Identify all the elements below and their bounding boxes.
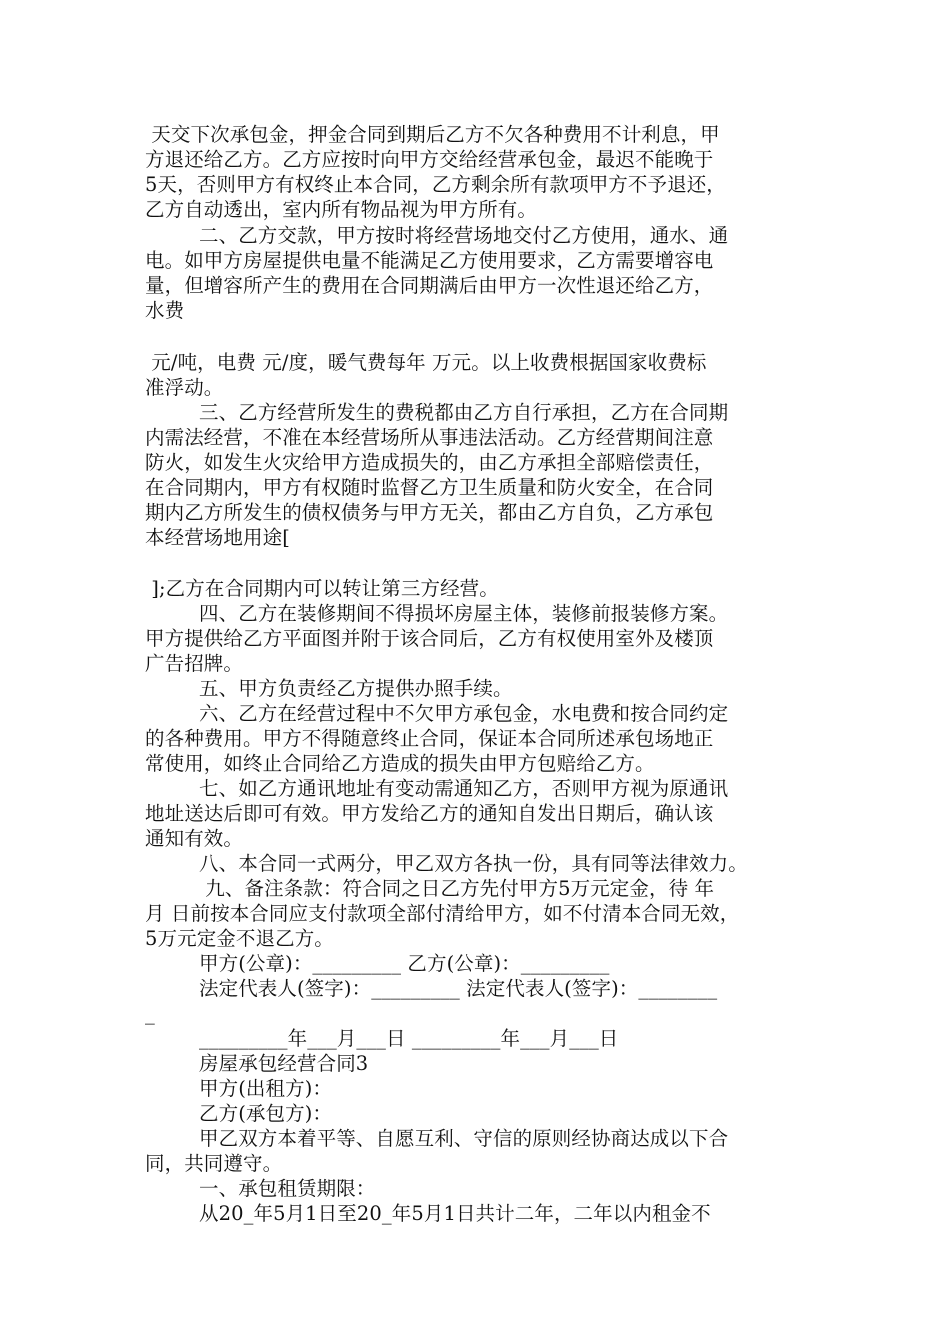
text-line: 元/吨，电费 元/度，暖气费每年 万元。以上收费根据国家收费标	[145, 351, 707, 374]
paragraph-start: 七、如乙方通讯地址有变动需通知乙方，否则甲方视为原通讯	[199, 777, 729, 800]
text-line: 内需法经营，不准在本经营场所从事违法活动。乙方经营期间注意	[145, 426, 714, 449]
contract-title: 房屋承包经营合同3	[199, 1052, 369, 1075]
paragraph-start: 九、备注条款：符合同之日乙方先付甲方5万元定金，待 年	[199, 877, 715, 900]
signature-line-seal: 甲方(公章)：_________ 乙方(公章)：_________	[199, 952, 610, 975]
text-line: 甲方提供给乙方平面图并附于该合同后，乙方有权使用室外及楼顶	[145, 627, 714, 650]
text-line: 广告招牌。	[145, 652, 244, 675]
party-a-label: 甲方(出租方)：	[199, 1077, 333, 1100]
signature-line-representative: 法定代表人(签字)：_________ 法定代表人(签字)：________	[199, 977, 718, 1000]
paragraph-start: 五、甲方负责经乙方提供办照手续。	[199, 677, 513, 700]
text-line: 同，共同遵守。	[145, 1152, 283, 1175]
paragraph-start: 三、乙方经营所发生的费税都由乙方自行承担，乙方在合同期	[199, 401, 729, 424]
paragraph-start: 二、乙方交款，甲方按时将经营场地交付乙方使用，通水、通	[199, 224, 729, 247]
text-line: 常使用，如终止合同给乙方造成的损失由甲方包赔给乙方。	[145, 752, 655, 775]
paragraph-start: 从20_年5月1日至20_年5月1日共计二年，二年以内租金不	[199, 1202, 711, 1225]
paragraph-start: 四、乙方在装修期间不得损坏房屋主体，装修前报装修方案。	[199, 602, 729, 625]
paragraph-start: 八、本合同一式两分，甲乙双方各执一份，具有同等法律效力。	[199, 852, 748, 875]
paragraph-start: 甲乙双方本着平等、自愿互利、守信的原则经协商达成以下合	[199, 1127, 729, 1150]
text-line: 本经营场地用途[	[145, 526, 290, 549]
text-line: 在合同期内，甲方有权随时监督乙方卫生质量和防火安全，在合同	[145, 476, 714, 499]
text-line: 方退还给乙方。乙方应按时向甲方交给经营承包金，最迟不能晚于	[145, 148, 714, 171]
text-line: 5天，否则甲方有权终止本合同，乙方剩余所有款项甲方不予退还，	[145, 173, 726, 196]
text-line: 电。如甲方房屋提供电量不能满足乙方使用要求，乙方需要增容电	[145, 249, 714, 272]
text-line: 乙方自动透出，室内所有物品视为甲方所有。	[145, 198, 538, 221]
text-line: _	[145, 1002, 155, 1025]
paragraph-start: 六、乙方在经营过程中不欠甲方承包金，水电费和按合同约定	[199, 702, 729, 725]
text-line: 通知有效。	[145, 827, 244, 850]
text-line: 量，但增容所产生的费用在合同期满后由甲方一次性退还给乙方，	[145, 274, 714, 297]
text-line: 水费	[145, 299, 185, 322]
text-line: 天交下次承包金，押金合同到期后乙方不欠各种费用不计利息，甲	[145, 123, 720, 146]
party-b-label: 乙方(承包方)：	[199, 1102, 333, 1125]
text-line: 的各种费用。甲方不得随意终止合同，保证本合同所述承包场地正	[145, 727, 714, 750]
text-line: 防火，如发生火灾给甲方造成损失的，由乙方承担全部赔偿责任，	[145, 451, 714, 474]
text-line: 地址送达后即可有效。甲方发给乙方的通知自发出日期后，确认该	[145, 802, 714, 825]
section-heading: 一、承包租赁期限：	[199, 1177, 376, 1200]
text-line: 月 日前按本合同应支付款项全部付清给甲方，如不付清本合同无效，	[145, 902, 740, 925]
text-line: 准浮动。	[145, 376, 224, 399]
text-line: 5万元定金不退乙方。	[145, 927, 334, 950]
signature-date-line: _________年___月___日 _________年___月___日	[199, 1027, 619, 1050]
text-line: ];乙方在合同期内可以转让第三方经营。	[145, 577, 499, 600]
text-line: 期内乙方所发生的债权债务与甲方无关，都由乙方自负，乙方承包	[145, 501, 714, 524]
